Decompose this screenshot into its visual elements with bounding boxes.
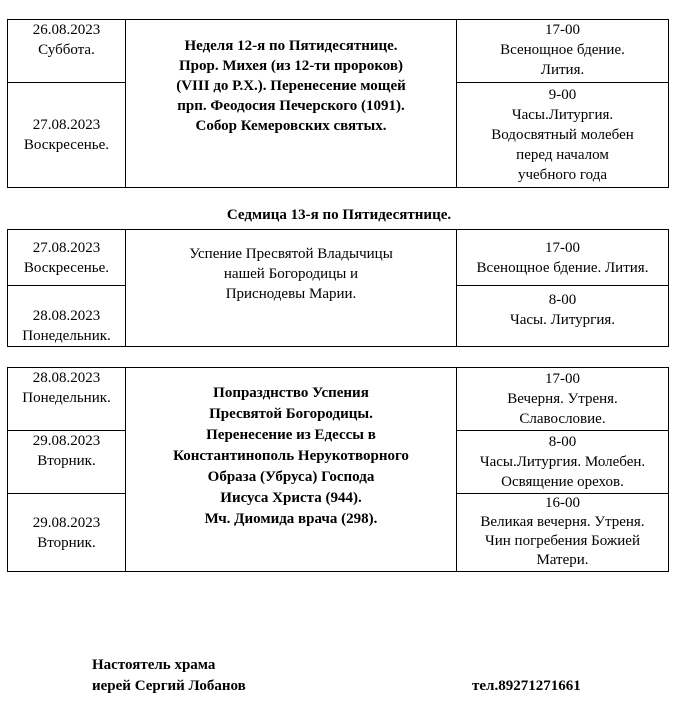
service-line: Матери. [536, 552, 589, 568]
feast-line: Прор. Михея (из 12-ти пророков) [179, 58, 403, 74]
service-line: Всенощное бдение. [500, 42, 625, 58]
date: 27.08.2023 [32, 239, 101, 256]
feast-cell [126, 230, 457, 347]
service-time: 16-00 [545, 495, 580, 511]
feast-line: Собор Кемеровских святых. [195, 118, 387, 134]
feast-line: Образа (Убруса) Господа [207, 469, 375, 485]
feast-line: нашей Богородицы и [223, 266, 359, 282]
service-time: 8-00 [548, 434, 577, 450]
feast-line: Неделя 12-я по Пятидесятнице. [184, 38, 398, 54]
service-time: 17-00 [545, 239, 580, 256]
schedule-table-week-12 [7, 19, 669, 188]
service-time: 9-00 [548, 87, 577, 103]
weekday: Воскресенье. [23, 137, 110, 153]
rector-title: Настоятель храма [92, 657, 216, 673]
service-line: Часы.Литургия. [511, 107, 614, 123]
date-cell [8, 83, 126, 188]
feast-line: прп. Феодосия Печерского (1091). [177, 98, 405, 114]
service-line: Чин погребения Божией [484, 533, 640, 549]
feast-line: Приснодевы Марии. [225, 286, 357, 302]
feast-cell [126, 20, 457, 188]
service-line: Вечерня. Утреня. [507, 391, 618, 407]
service-cell [457, 494, 669, 572]
date: 27.08.2023 [32, 117, 101, 133]
service-line: учебного года [517, 167, 608, 183]
service-line: Освящение орехов. [501, 474, 624, 490]
date: 28.08.2023 [32, 308, 101, 324]
service-line: Всенощное бдение. Лития. [476, 259, 649, 276]
service-cell [457, 368, 669, 431]
date: 28.08.2023 [32, 370, 101, 386]
phone-number: тел.89271271661 [472, 678, 581, 694]
feast-line: Попразднство Успения [213, 385, 369, 401]
schedule-table-dormition [7, 229, 669, 347]
feast-line: Константинополь Нерукотворного [173, 448, 409, 464]
feast-line: (VIII до Р.Х.). Перенесение мощей [176, 78, 406, 94]
date: 29.08.2023 [32, 514, 101, 531]
weekday: Вторник. [37, 453, 96, 469]
service-line: Часы. Литургия. [509, 312, 616, 328]
schedule-table-afterfeast [7, 367, 669, 572]
service-cell [457, 431, 669, 494]
service-line: Часы.Литургия. Молебен. [479, 454, 646, 470]
service-cell [457, 83, 669, 188]
service-line: перед началом [516, 147, 609, 163]
date-cell [8, 20, 126, 83]
date-cell [8, 494, 126, 572]
date: 29.08.2023 [32, 433, 101, 449]
feast-cell [126, 368, 457, 572]
service-time: 17-00 [545, 22, 580, 38]
feast-line: Перенесение из Едессы в [206, 427, 376, 443]
weekday: Понедельник. [22, 390, 111, 406]
service-time: 8-00 [548, 292, 577, 308]
feast-line: Мч. Диомида врача (298). [204, 511, 378, 527]
service-line: Великая вечерня. Утреня. [480, 514, 645, 530]
date-cell [8, 431, 126, 494]
feast-line: Пресвятой Богородицы. [209, 406, 373, 422]
service-cell [457, 230, 669, 286]
weekday: Суббота. [38, 42, 95, 58]
section-title: Седмица 13-я по Пятидесятнице. [226, 207, 452, 223]
weekday: Воскресенье. [23, 259, 110, 276]
date-cell [8, 368, 126, 431]
weekday: Понедельник. [22, 328, 111, 344]
service-line: Славословие. [519, 411, 606, 427]
feast-line: Успение Пресвятой Владычицы [189, 246, 393, 262]
service-line: Водосвятный молебен [491, 127, 634, 143]
weekday: Вторник. [37, 534, 96, 551]
service-line: Лития. [540, 62, 585, 78]
feast-line: Иисуса Христа (944). [220, 490, 362, 506]
rector-name: иерей Сергий Лобанов [92, 678, 246, 694]
service-cell [457, 20, 669, 83]
date: 26.08.2023 [32, 22, 101, 38]
date-cell [8, 230, 126, 286]
service-time: 17-00 [545, 371, 580, 387]
service-cell [457, 286, 669, 347]
date-cell [8, 286, 126, 347]
